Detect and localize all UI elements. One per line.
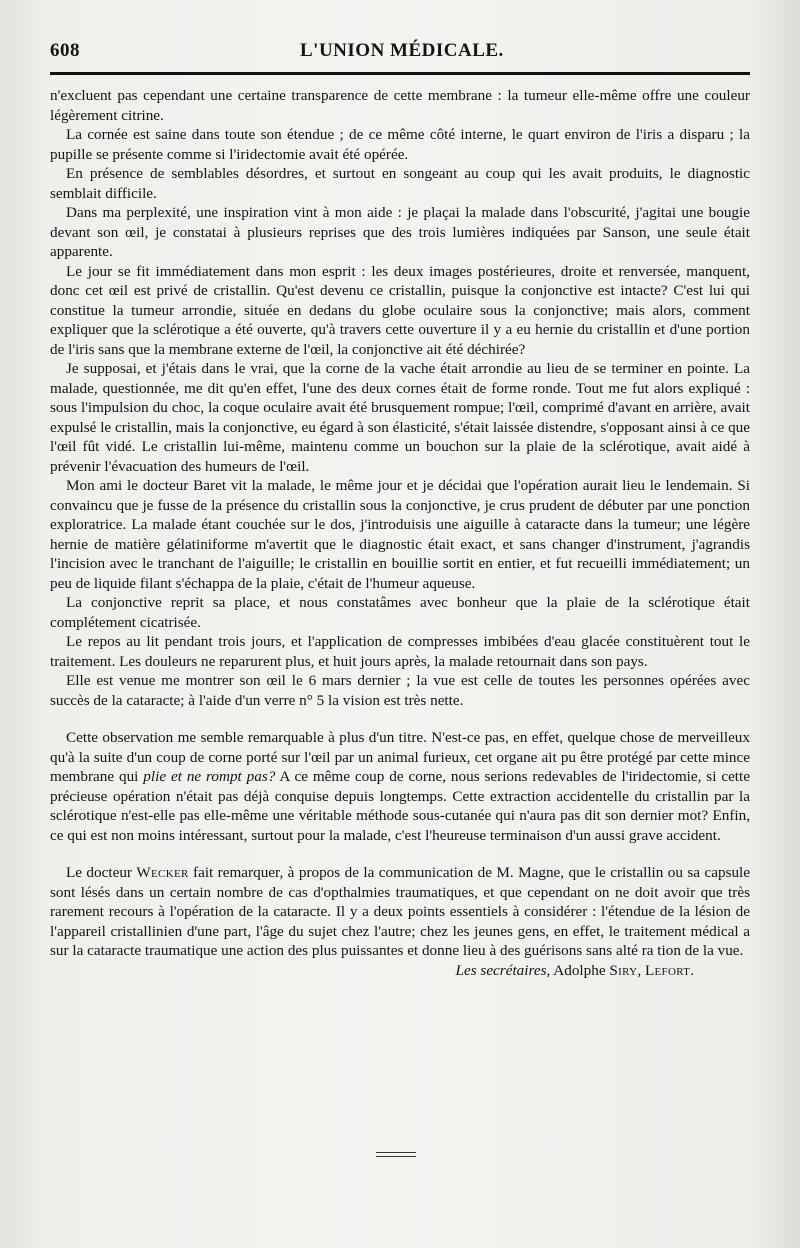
signature-name-lefort: Lefort (644, 961, 691, 979)
signature-name-siry: Siry (609, 961, 638, 979)
signature-end: . (690, 961, 694, 979)
remark-text: fait remarquer, à propos de la communication de M. Magne, que le cristallin ou sa capsule sont lésés dans un certain nombre de cas d'opthalmies traumatiques, et que cependant on ne doit avoir que très rarement recours à l'opération de la cataracte. Il y a deux points essentiels à considérer : l'étendue de la lésion de l'appareil cristallinien d'une part, l'âge du sujet chez l'autre; chez les jeunes gens, en effet, le traitement médical a sur la cataracte traumatique une action des plus puissantes et donne lieu à des guérisons sans alté ra tion de la vue. (50, 864, 750, 959)
paragraph: n'excluent pas cependant une certaine transparence de cette membrane : la tumeur elle-même offre une couleur légèrement citrine. (50, 87, 750, 124)
remark-paragraph (50, 863, 750, 961)
paragraph: La conjonctive reprit sa place, et nous constatâmes avec bonheur que la plaie de la sclérotique était complétement cicatrisée. (50, 594, 750, 631)
signature-separator: , (637, 961, 645, 979)
article-body (50, 86, 750, 980)
signature-names: Adolphe (550, 961, 610, 979)
paragraph: Le repos au lit pendant trois jours, et l'application de compresses imbibées d'eau glacée constituèrent tout le traitement. Les douleurs ne reparurent plus, et huit jours après, la malade retournait dans son pays. (50, 633, 750, 670)
paragraph: Mon ami le docteur Baret vit la malade, le même jour et je décidai que l'opération aurait lieu le lendemain. Si convaincu que je fusse de la présence du cristallin sous la conjonctive, je crus prudent de débuter par une ponction exploratrice. La malade étant couchée sur le dos, j'introduisis une aiguille à cataracte dans la tumeur; une légère hernie de matière gélatiniforme m'avertit que le diagnostic était exact, et sans changer d'instrument, j'agrandis l'incision avec le tranchant de l'aiguille; le cristallin en bouillie sortit en entier, et fut recueilli immédiatement; un peu de liquide filant s'échappa de la plaie, c'était de l'humeur aqueuse. (50, 477, 750, 592)
running-title: L'UNION MÉDICALE. (300, 40, 504, 61)
paragraph: Le jour se fit immédiatement dans mon esprit : les deux images postérieures, droite et renversée, manquent, donc cet œil est privé de cristallin. Qu'est devenu ce cristallin, puisque la conjonctive est intacte? C'est lui qui constitue la tumeur arrondie, située en dedans du globe oculaire sous la conjonctive; mais alors, comment expliquer que la sclérotique a été ouverte, qu'à travers cette ouverture il y a eu hernie du cristallin et d'une portion de l'iris sans que la membrane externe de l'œil, la conjonctive ait été déchirée? (50, 262, 750, 358)
signature-label: Les secrétaires, (455, 961, 551, 979)
signature (50, 961, 750, 981)
end-ornament (376, 1152, 416, 1157)
page-number: 608 (50, 40, 80, 61)
header-rule (50, 72, 750, 75)
speaker-name: Wecker (136, 864, 189, 881)
page-header (50, 36, 750, 70)
paragraph: La cornée est saine dans toute son étendue ; de ce même côté interne, le quart environ de l'iris a disparu ; la pupille se présente comme si l'iridectomie avait été opérée. (50, 126, 750, 163)
discussion-paragraph (50, 728, 750, 845)
paragraph: Dans ma perplexité, une inspiration vint à mon aide : je plaçai la malade dans l'obscurité, j'agitai une bougie devant son œil, je constatai à plusieurs reprises que des trois lumières indiquées par Sanson, une seule était apparente. (50, 204, 750, 260)
remark-prefix: Le docteur (66, 864, 137, 881)
discussion-quote: plie et ne rompt pas? (143, 768, 276, 785)
discussion-text-after: A ce même coup de corne, nous serions redevables de l'iridectomie, si cette précieuse opération n'était pas déjà conquise depuis longtemps. Cette extraction accidentelle du cristallin par la sclérotique n'est-elle pas elle-même une véritable méthode sous-cutanée qui n'aura pas dit son dernier mot? Enfin, ce qui est non moins intéressant, surtout pour la malade, c'est l'heureuse terminaison d'un aussi grave accident. (50, 768, 750, 844)
discussion-text-before: Cette observation me semble remarquable à plus d'un titre. N'est-ce pas, en effet, quelque chose de merveilleux qu'à la suite d'un coup de corne porté sur l'œil par un animal furieux, cet organe ait pu être protégé par cette mince membrane qui (50, 729, 750, 785)
paragraph: Elle est venue me montrer son œil le 6 mars dernier ; la vue est celle de toutes les personnes opérées avec succès de la cataracte; à l'aide d'un verre n° 5 la vision est très nette. (50, 672, 750, 709)
paragraph: En présence de semblables désordres, et surtout en songeant au coup qui les avait produits, le diagnostic semblait difficile. (50, 165, 750, 202)
paragraph: Je supposai, et j'étais dans le vrai, que la corne de la vache était arrondie au lieu de se terminer en pointe. La malade, questionnée, me dit qu'en effet, l'une des deux cornes était de forme ronde. Tout me fut alors expliqué : sous l'impulsion du choc, la coque oculaire avait été brusquement rompue; l'œil, comprimé d'avant en arrière, avait expulsé le cristallin, mais la conjonctive, eu égard à son élasticité, s'était laissée distendre, s'opposant ainsi à ce que l'œil fût vidé. Le cristallin lui-même, maintenu comme un bouchon sur la plaie de la sclérotique, avait aidé à prévenir l'évacuation des humeurs de l'œil. (50, 360, 750, 475)
